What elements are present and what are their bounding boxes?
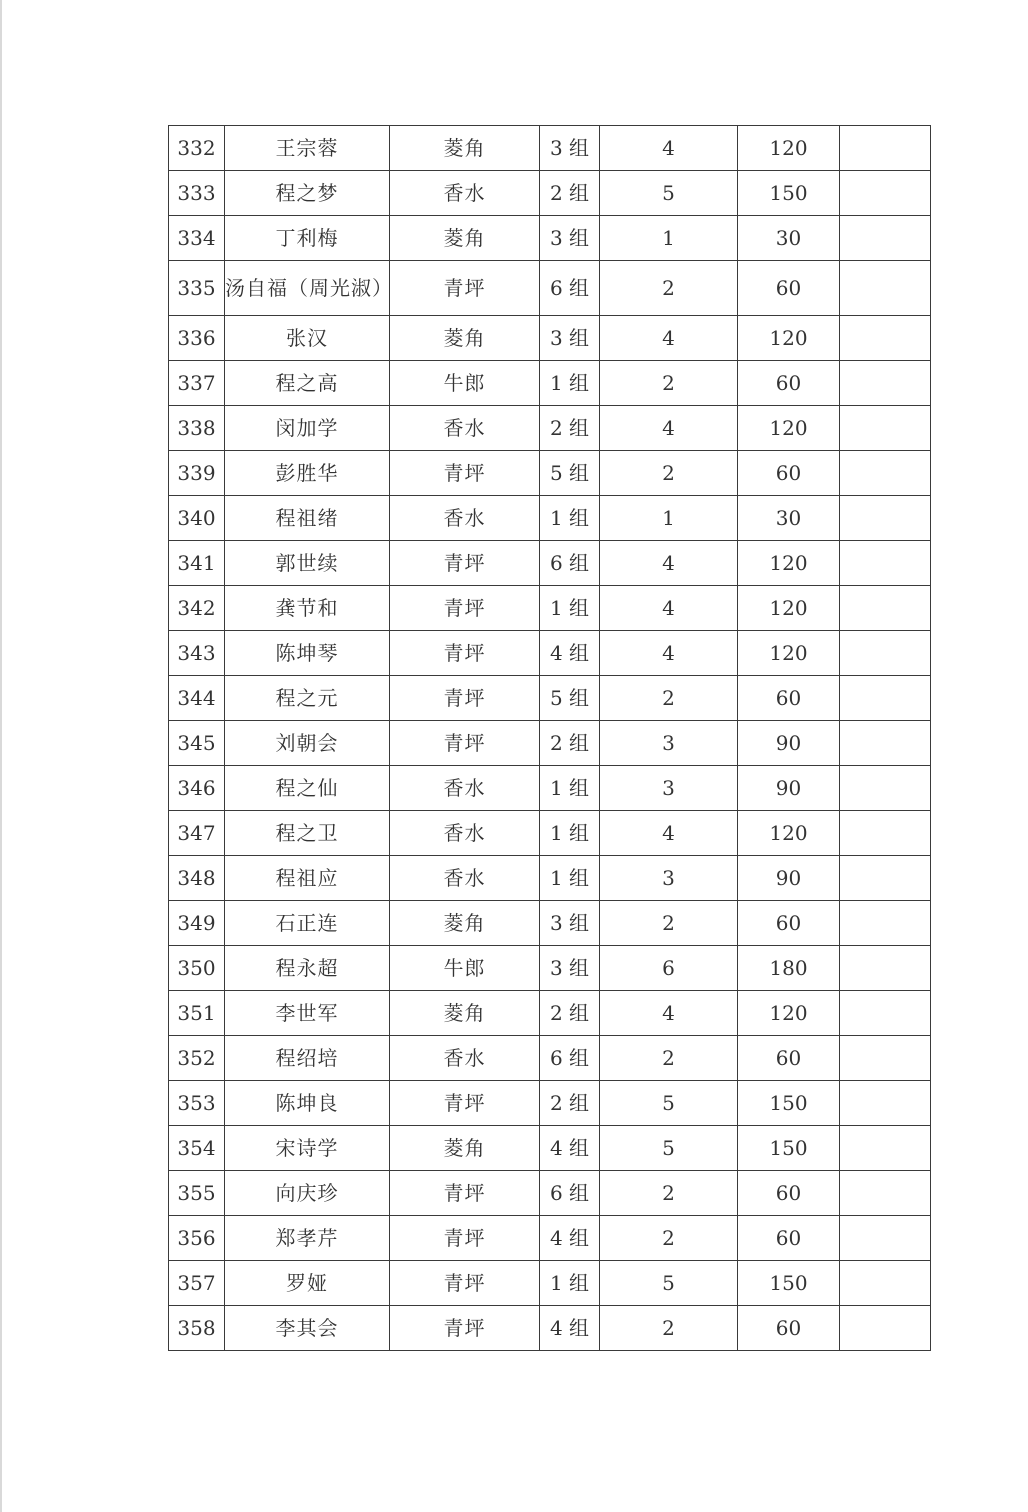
group-label: 6 组: [540, 1171, 600, 1216]
row-number: 345: [169, 721, 225, 766]
group-label: 4 组: [540, 631, 600, 676]
note-cell: [840, 721, 931, 766]
person-name: 程之卫: [225, 811, 390, 856]
group-label: 1 组: [540, 586, 600, 631]
note-cell: [840, 901, 931, 946]
group-label: 6 组: [540, 261, 600, 316]
table-row: [169, 586, 931, 631]
row-number: 339: [169, 451, 225, 496]
table-row: [169, 1306, 931, 1351]
table-row: [169, 1216, 931, 1261]
table-row: [169, 766, 931, 811]
note-cell: [840, 126, 931, 171]
row-number: 354: [169, 1126, 225, 1171]
person-name: 郑孝芹: [225, 1216, 390, 1261]
group-label: 6 组: [540, 1036, 600, 1081]
group-label: 1 组: [540, 766, 600, 811]
group-label: 5 组: [540, 451, 600, 496]
group-label: 5 组: [540, 676, 600, 721]
row-number: 355: [169, 1171, 225, 1216]
village-name: 香水: [390, 811, 540, 856]
amount-value: 120: [738, 541, 840, 586]
amount-value: 60: [738, 451, 840, 496]
amount-value: 120: [738, 811, 840, 856]
group-label: 3 组: [540, 901, 600, 946]
person-count: 2: [600, 676, 738, 721]
person-count: 4: [600, 126, 738, 171]
person-count: 3: [600, 856, 738, 901]
village-name: 青坪: [390, 1216, 540, 1261]
row-number: 357: [169, 1261, 225, 1306]
person-count: 5: [600, 1081, 738, 1126]
table-row: [169, 171, 931, 216]
group-label: 3 组: [540, 316, 600, 361]
group-label: 6 组: [540, 541, 600, 586]
person-count: 4: [600, 541, 738, 586]
village-name: 香水: [390, 496, 540, 541]
person-count: 6: [600, 946, 738, 991]
row-number: 349: [169, 901, 225, 946]
row-number: 352: [169, 1036, 225, 1081]
village-name: 牛郎: [390, 361, 540, 406]
roster-body: [169, 126, 931, 1351]
row-number: 343: [169, 631, 225, 676]
note-cell: [840, 216, 931, 261]
group-label: 1 组: [540, 811, 600, 856]
amount-value: 90: [738, 856, 840, 901]
table-row: [169, 261, 931, 316]
roster-table: [168, 125, 931, 1351]
person-name: 向庆珍: [225, 1171, 390, 1216]
group-label: 2 组: [540, 406, 600, 451]
note-cell: [840, 406, 931, 451]
group-label: 2 组: [540, 991, 600, 1036]
table-row: [169, 496, 931, 541]
note-cell: [840, 946, 931, 991]
note-cell: [840, 811, 931, 856]
row-number: 336: [169, 316, 225, 361]
village-name: 青坪: [390, 1306, 540, 1351]
row-number: 347: [169, 811, 225, 856]
village-name: 青坪: [390, 451, 540, 496]
row-number: 332: [169, 126, 225, 171]
person-name: 汤自福（周光淑）: [225, 261, 390, 316]
amount-value: 60: [738, 676, 840, 721]
person-count: 5: [600, 1261, 738, 1306]
person-count: 4: [600, 586, 738, 631]
amount-value: 120: [738, 316, 840, 361]
person-count: 1: [600, 216, 738, 261]
group-label: 3 组: [540, 946, 600, 991]
person-count: 2: [600, 261, 738, 316]
amount-value: 150: [738, 1081, 840, 1126]
village-name: 菱角: [390, 991, 540, 1036]
note-cell: [840, 1081, 931, 1126]
table-row: [169, 451, 931, 496]
table-row: [169, 126, 931, 171]
person-name: 闵加学: [225, 406, 390, 451]
amount-value: 120: [738, 586, 840, 631]
village-name: 青坪: [390, 261, 540, 316]
row-number: 350: [169, 946, 225, 991]
group-label: 1 组: [540, 361, 600, 406]
row-number: 356: [169, 1216, 225, 1261]
village-name: 青坪: [390, 631, 540, 676]
village-name: 菱角: [390, 216, 540, 261]
village-name: 香水: [390, 406, 540, 451]
person-count: 2: [600, 1036, 738, 1081]
group-label: 4 组: [540, 1306, 600, 1351]
amount-value: 30: [738, 496, 840, 541]
table-row: [169, 361, 931, 406]
table-row: [169, 541, 931, 586]
row-number: 338: [169, 406, 225, 451]
person-count: 2: [600, 361, 738, 406]
note-cell: [840, 1036, 931, 1081]
person-name: 罗娅: [225, 1261, 390, 1306]
note-cell: [840, 991, 931, 1036]
row-number: 344: [169, 676, 225, 721]
group-label: 3 组: [540, 216, 600, 261]
person-name: 程之仙: [225, 766, 390, 811]
village-name: 牛郎: [390, 946, 540, 991]
person-name: 程永超: [225, 946, 390, 991]
row-number: 353: [169, 1081, 225, 1126]
person-count: 5: [600, 1126, 738, 1171]
person-count: 1: [600, 496, 738, 541]
person-name: 陈坤琴: [225, 631, 390, 676]
table-row: [169, 856, 931, 901]
row-number: 333: [169, 171, 225, 216]
person-count: 2: [600, 451, 738, 496]
row-number: 346: [169, 766, 225, 811]
amount-value: 120: [738, 406, 840, 451]
note-cell: [840, 496, 931, 541]
row-number: 358: [169, 1306, 225, 1351]
person-name: 程之梦: [225, 171, 390, 216]
person-count: 4: [600, 631, 738, 676]
table-row: [169, 811, 931, 856]
note-cell: [840, 1126, 931, 1171]
row-number: 348: [169, 856, 225, 901]
note-cell: [840, 766, 931, 811]
amount-value: 180: [738, 946, 840, 991]
group-label: 4 组: [540, 1216, 600, 1261]
amount-value: 30: [738, 216, 840, 261]
village-name: 青坪: [390, 1261, 540, 1306]
person-name: 彭胜华: [225, 451, 390, 496]
amount-value: 60: [738, 1216, 840, 1261]
person-name: 张汉: [225, 316, 390, 361]
person-name: 程祖绪: [225, 496, 390, 541]
person-count: 5: [600, 171, 738, 216]
row-number: 334: [169, 216, 225, 261]
note-cell: [840, 1261, 931, 1306]
table-row: [169, 631, 931, 676]
table-row: [169, 1081, 931, 1126]
note-cell: [840, 586, 931, 631]
amount-value: 150: [738, 1126, 840, 1171]
note-cell: [840, 451, 931, 496]
note-cell: [840, 1306, 931, 1351]
village-name: 香水: [390, 766, 540, 811]
row-number: 340: [169, 496, 225, 541]
village-name: 菱角: [390, 126, 540, 171]
row-number: 342: [169, 586, 225, 631]
table-row: [169, 406, 931, 451]
person-count: 4: [600, 991, 738, 1036]
note-cell: [840, 631, 931, 676]
person-name: 石正连: [225, 901, 390, 946]
group-label: 1 组: [540, 496, 600, 541]
group-label: 1 组: [540, 856, 600, 901]
person-name: 程绍培: [225, 1036, 390, 1081]
group-label: 2 组: [540, 171, 600, 216]
group-label: 3 组: [540, 126, 600, 171]
amount-value: 150: [738, 171, 840, 216]
row-number: 335: [169, 261, 225, 316]
table-row: [169, 1261, 931, 1306]
person-name: 李其会: [225, 1306, 390, 1351]
person-name: 宋诗学: [225, 1126, 390, 1171]
village-name: 香水: [390, 856, 540, 901]
person-count: 4: [600, 811, 738, 856]
person-name: 郭世续: [225, 541, 390, 586]
person-count: 2: [600, 901, 738, 946]
amount-value: 120: [738, 126, 840, 171]
village-name: 青坪: [390, 721, 540, 766]
note-cell: [840, 856, 931, 901]
village-name: 香水: [390, 171, 540, 216]
table-row: [169, 991, 931, 1036]
person-name: 程祖应: [225, 856, 390, 901]
person-name: 陈坤良: [225, 1081, 390, 1126]
village-name: 青坪: [390, 1081, 540, 1126]
village-name: 菱角: [390, 316, 540, 361]
person-count: 2: [600, 1306, 738, 1351]
amount-value: 60: [738, 1171, 840, 1216]
amount-value: 120: [738, 991, 840, 1036]
group-label: 4 组: [540, 1126, 600, 1171]
note-cell: [840, 1171, 931, 1216]
person-name: 刘朝会: [225, 721, 390, 766]
note-cell: [840, 361, 931, 406]
table-row: [169, 1036, 931, 1081]
row-number: 341: [169, 541, 225, 586]
amount-value: 90: [738, 766, 840, 811]
village-name: 青坪: [390, 1171, 540, 1216]
table-row: [169, 216, 931, 261]
amount-value: 60: [738, 361, 840, 406]
person-name: 程之高: [225, 361, 390, 406]
person-count: 4: [600, 316, 738, 361]
amount-value: 90: [738, 721, 840, 766]
person-count: 2: [600, 1216, 738, 1261]
person-name: 程之元: [225, 676, 390, 721]
group-label: 2 组: [540, 1081, 600, 1126]
village-name: 青坪: [390, 541, 540, 586]
person-count: 3: [600, 721, 738, 766]
person-name: 王宗蓉: [225, 126, 390, 171]
note-cell: [840, 261, 931, 316]
person-name: 龚节和: [225, 586, 390, 631]
amount-value: 150: [738, 1261, 840, 1306]
village-name: 香水: [390, 1036, 540, 1081]
village-name: 菱角: [390, 1126, 540, 1171]
village-name: 青坪: [390, 676, 540, 721]
table-row: [169, 946, 931, 991]
note-cell: [840, 316, 931, 361]
note-cell: [840, 541, 931, 586]
village-name: 菱角: [390, 901, 540, 946]
person-name: 丁利梅: [225, 216, 390, 261]
group-label: 1 组: [540, 1261, 600, 1306]
person-count: 3: [600, 766, 738, 811]
table-row: [169, 901, 931, 946]
amount-value: 60: [738, 1036, 840, 1081]
village-name: 青坪: [390, 586, 540, 631]
amount-value: 60: [738, 261, 840, 316]
table-row: [169, 1171, 931, 1216]
table-row: [169, 721, 931, 766]
row-number: 351: [169, 991, 225, 1036]
person-name: 李世军: [225, 991, 390, 1036]
note-cell: [840, 171, 931, 216]
note-cell: [840, 676, 931, 721]
note-cell: [840, 1216, 931, 1261]
person-count: 2: [600, 1171, 738, 1216]
amount-value: 120: [738, 631, 840, 676]
group-label: 2 组: [540, 721, 600, 766]
person-count: 4: [600, 406, 738, 451]
table-row: [169, 1126, 931, 1171]
table-row: [169, 316, 931, 361]
amount-value: 60: [738, 1306, 840, 1351]
table-row: [169, 676, 931, 721]
amount-value: 60: [738, 901, 840, 946]
row-number: 337: [169, 361, 225, 406]
